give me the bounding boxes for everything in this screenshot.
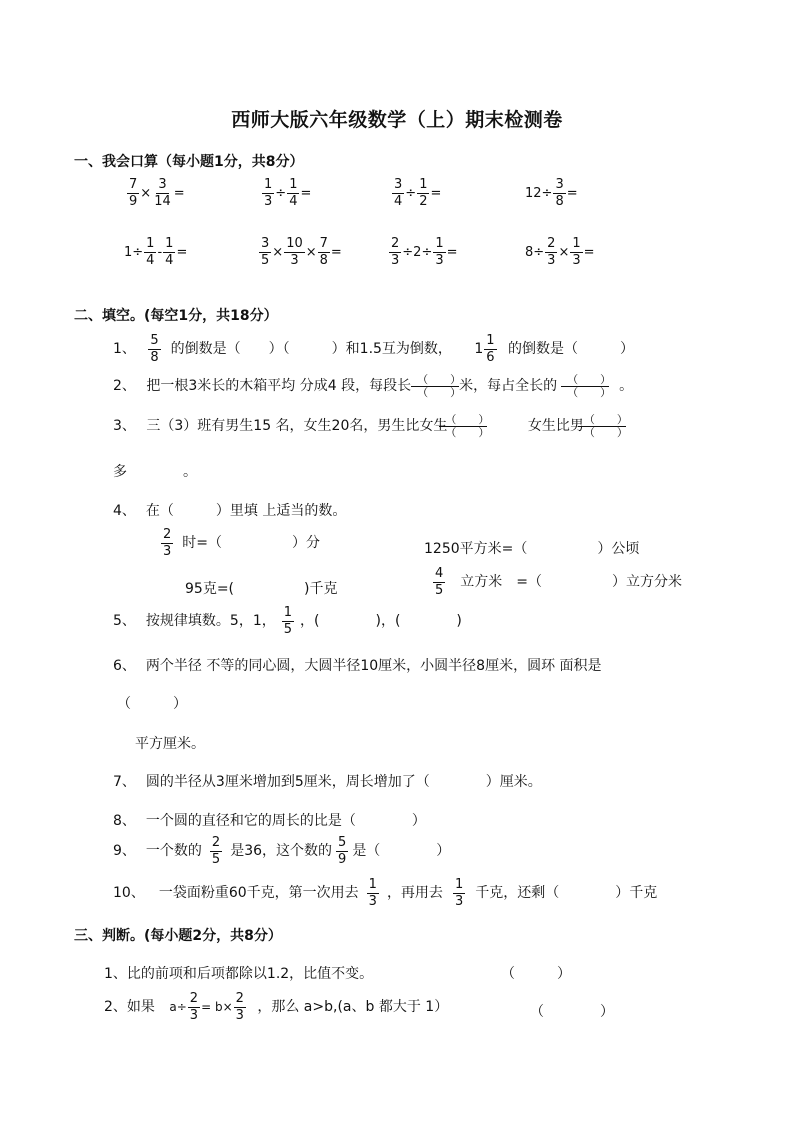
fill-question-5: 5、 按规律填数。5，1， $\frac{1}{5}$ ，( )，( ) [113, 605, 462, 637]
fill-question-4c: 95克=( )千克 [185, 581, 338, 597]
calc-problem-4: 12÷ $\frac{3}{8}$ = [525, 177, 578, 209]
section-3-heading: 三、判断。(每小题2分，共8分） [74, 928, 282, 944]
fill-question-4b: 1250平方米=（ ）公顷 [424, 541, 640, 557]
fill-question-7: 7、 圆的半径从3厘米增加到5厘米，周长增加了（ ）厘米。 [113, 774, 542, 790]
section-2-heading: 二、填空。(每空1分，共18分） [74, 308, 278, 324]
judge-question-2-paren: （ ） [530, 1004, 614, 1020]
calc-problem-8: 8÷ $\frac{2}{3}$ × $\frac{1}{3}$ = [525, 236, 595, 268]
fill-question-3: 3、 三（3）班有男生15 名，女生20名，男生比女生 （ ） （ ） 女生比男 （ ） （ ） [113, 413, 628, 439]
fill-question-1: 1、 $\frac{5}{8}$ 的倒数是（ ）（ ）和1.5互为倒数， 1 $\frac{1}{6}$ 的倒数是（ ） [113, 333, 635, 365]
fill-question-10: 10、 一袋面粉重60千克，第一次用去 $\frac{1}{3}$ ，再用去 $\frac{1}{3}$ 千克，还剩（ ）千克 [113, 877, 658, 909]
fill-question-3-cont: 多 。 [113, 464, 197, 480]
calc-problem-1: $\frac{7}{9}$ × $\frac{3}{14}$ = [129, 177, 185, 209]
judge-question-1: 1、比的前项和后项都除以1.2，比值不变。 [104, 966, 374, 982]
judge-question-2: 2、如果 a÷ $\frac{2}{3}$ = b× $\frac{2}{3}$ ，那么 a>b,(a、b 都大于 1） [104, 991, 449, 1023]
fill-question-8: 8、 一个圆的直径和它的周长的比是（ ） [113, 813, 426, 829]
fill-question-4a: $\frac{2}{3}$ 时=（ ）分 [163, 527, 321, 559]
calc-problem-7: $\frac{2}{3}$ ÷2÷ $\frac{1}{3}$ = [391, 236, 458, 268]
calc-problem-2: $\frac{1}{3}$ ÷ $\frac{1}{4}$ = [264, 177, 312, 209]
calc-problem-3: $\frac{3}{4}$ ÷ $\frac{1}{2}$ = [394, 177, 442, 209]
fill-question-6-unit: 平方厘米。 [135, 736, 205, 752]
fill-question-4: 4、 在（ ）里填 上适当的数。 [113, 503, 347, 519]
fill-question-2: 2、 把一根3米长的木箱平均 分成4 段，每段长 （ ） （ ） 米，每占全长的 （ ） （ ） 。 [113, 373, 634, 399]
calc-problem-5: 1÷ $\frac{1}{4}$ - $\frac{1}{4}$ = [124, 236, 188, 268]
fill-question-6: 6、 两个半径 不等的同心圆，大圆半径10厘米，小圆半径8厘米，圆环 面积是 [113, 658, 602, 674]
judge-question-1-paren: （ ） [501, 966, 571, 982]
fill-question-4d: $\frac{4}{5}$ 立方米 =（ ）立方分米 [435, 566, 683, 598]
fill-question-9: 9、 一个数的 $\frac{2}{5}$ 是36，这个数的 $\frac{5}{9}$ 是（ ） [113, 835, 451, 867]
section-1-heading: 一、我会口算（每小题1分，共8分） [74, 154, 304, 170]
page-title: 西师大版六年级数学（上）期末检测卷 [231, 109, 563, 131]
calc-problem-6: $\frac{3}{5}$ × $\frac{10}{3}$ × $\frac{7}{8}$ = [261, 236, 342, 268]
fill-question-6-blank: （ ） [117, 696, 187, 712]
